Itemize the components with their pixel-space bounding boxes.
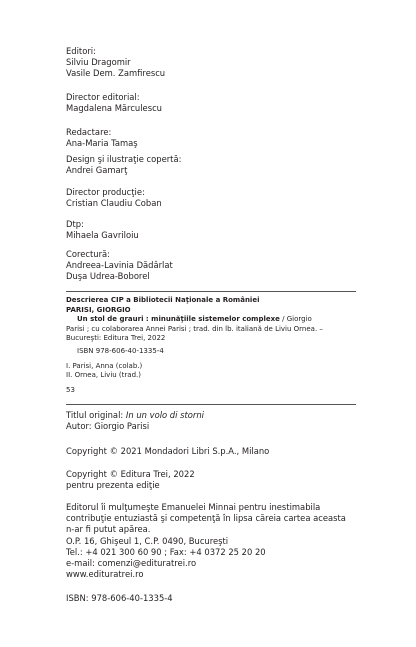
author-line: Autor: Giorgio Parisi — [66, 421, 150, 431]
address: O.P. 16, Ghişeul 1, C.P. 0490, Bucureşti — [66, 536, 229, 546]
credit-role: Editori: — [66, 46, 96, 56]
original-title-label: Titlul original: — [66, 410, 126, 420]
cip-title: Un stol de grauri : minunăţiile sistemelor complexe — [77, 315, 280, 324]
cip-isbn: ISBN 978-606-40-1335-4 — [77, 346, 164, 355]
cip-title-line — [66, 315, 366, 325]
website: www.edituratrei.ro — [66, 569, 144, 579]
credit-proofreading — [66, 249, 366, 282]
credit-role: Director editorial: — [66, 92, 140, 102]
credit-name: Andrei Gamarţ — [66, 165, 128, 175]
cip-author: PARISI, GIORGIO — [66, 305, 131, 314]
cip-line: Bucureşti: Editura Trei, 2022 — [66, 334, 166, 343]
credit-role: Corectură: — [66, 249, 110, 259]
divider — [66, 291, 356, 292]
credit-production-director — [66, 187, 366, 209]
cip-entry: I. Parisi, Anna (colab.) — [66, 361, 143, 370]
original-title: In un volo di storni — [125, 410, 204, 420]
original-title-block — [66, 410, 366, 432]
cip-line: Parisi ; cu colaborarea Annei Parisi ; trad. din lb. italiană de Liviu Ornea. – — [66, 324, 323, 333]
cip-udc: 53 — [66, 385, 75, 394]
credit-editing — [66, 127, 366, 149]
publisher-contact — [66, 536, 366, 580]
cip-description — [66, 296, 366, 395]
credit-dtp — [66, 219, 366, 241]
cip-title-rest: / Giorgio — [279, 315, 312, 324]
phone: Tel.: +4 021 300 60 90 ; Fax: +4 0372 25 20 20 — [66, 547, 266, 557]
copyright-text: Copyright © Editura Trei, 2022 — [66, 469, 195, 479]
original-title-line — [66, 410, 366, 421]
credit-role: Director producţie: — [66, 187, 145, 197]
acknowledgement-text: Editorul îi mulţumeşte Emanuelei Minnai pentru inestimabila contribuţie entuziastă şi competenţă în lipsa căreia cartea aceasta n-ar fi putut apărea. — [66, 502, 346, 534]
cip-entry: II. Ornea, Liviu (trad.) — [66, 371, 141, 380]
divider — [66, 404, 356, 405]
copyright-edition — [66, 469, 366, 491]
credit-role: Dtp: — [66, 219, 84, 229]
credit-editorial-director — [66, 92, 366, 114]
isbn: ISBN: 978-606-40-1335-4 — [66, 593, 173, 603]
copyright-text: Copyright © 2021 Mondadori Libri S.p.A., Milano — [66, 446, 270, 456]
email: e-mail: comenzi@edituratrei.ro — [66, 558, 197, 568]
credit-name: Silviu Dragomir — [66, 57, 131, 67]
cip-heading: Descrierea CIP a Bibliotecii Naţionale a României — [66, 296, 260, 304]
credit-editors — [66, 46, 366, 79]
acknowledgement — [66, 502, 366, 535]
credit-name: Andreea-Lavinia Dădârlat — [66, 260, 173, 270]
credit-name: Ana-Maria Tamaş — [66, 138, 138, 148]
credit-name: Vasile Dem. Zamfirescu — [66, 68, 166, 78]
credit-design — [66, 154, 366, 176]
isbn-block — [66, 593, 366, 604]
credit-role: Redactare: — [66, 127, 112, 137]
copyright-original — [66, 446, 366, 457]
credit-name: Duşa Udrea-Boborel — [66, 271, 150, 281]
credit-name: Magdalena Mărculescu — [66, 103, 162, 113]
credit-role: Design şi ilustraţie copertă: — [66, 154, 182, 164]
credit-name: Cristian Claudiu Coban — [66, 198, 162, 208]
credit-name: Mihaela Gavriloiu — [66, 230, 139, 240]
copyright-text: pentru prezenta ediţie — [66, 480, 160, 490]
